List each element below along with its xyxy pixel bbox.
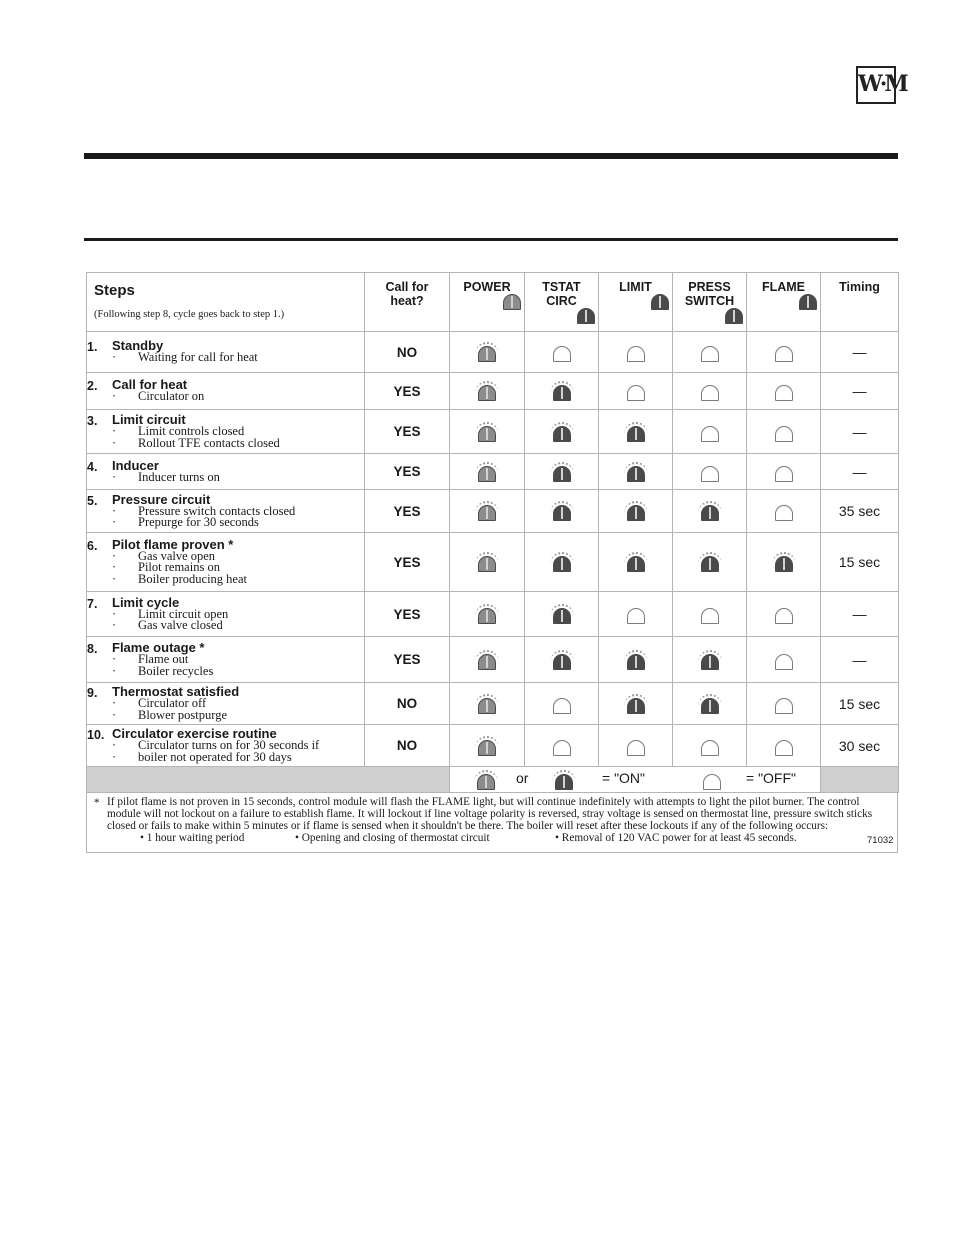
limit-on-lamp-icon [624,694,648,714]
call-for-heat-value: NO [365,332,450,373]
flame-status-cell [747,725,821,767]
press-status-cell [673,592,747,637]
step-body [112,414,280,449]
flame-on-lamp-icon [772,552,796,572]
limit-off-lamp-icon [624,381,648,401]
step-detail: · Circulator on [112,391,204,403]
figure-code: 71032 [867,835,894,847]
timing-value: — [821,637,899,683]
call-for-heat-value: NO [365,725,450,767]
limit-status-cell [599,410,673,454]
step-detail: · Prepurge for 30 seconds [112,517,295,529]
legend-on-lamp-icon [474,770,498,790]
tstat-status-cell [525,332,599,373]
timing-value: 15 sec [821,533,899,592]
tstat-on-lamp-icon [550,604,574,624]
limit-status-cell [599,490,673,533]
limit-on-lamp-icon [624,650,648,670]
tstat-status-cell [525,454,599,490]
step-detail: · Flame out [112,654,213,666]
step-number: 7. [87,596,98,611]
table-row [87,683,899,725]
step-detail: · Circulator turns on for 30 seconds if [112,740,319,752]
footnote-star: * [94,797,100,809]
power-status-cell [450,592,525,637]
power-status-cell [450,332,525,373]
header-rule-thin [84,238,898,241]
call-for-heat-value: YES [365,410,450,454]
press-status-cell [673,373,747,410]
press-status-cell [673,725,747,767]
header-call-line2: heat? [390,294,424,308]
call-for-heat-value: YES [365,592,450,637]
limit-status-cell [599,533,673,592]
power-on-lamp-icon [475,650,499,670]
step-body [112,491,296,529]
step-cell [87,533,365,592]
power-on-lamp-icon [475,552,499,572]
press-off-lamp-icon [698,342,722,362]
header-flame [747,273,821,332]
sequence-of-operation-table [86,272,899,793]
press-status-cell [673,454,747,490]
table-row [87,533,899,592]
flame-status-cell [747,533,821,592]
wm-logo [856,66,906,104]
steps-title: Steps [94,282,135,299]
power-on-lamp-icon [475,462,499,482]
table-row [87,332,899,373]
header-limit [599,273,673,332]
limit-status-cell [599,592,673,637]
power-on-lamp-icon [475,501,499,521]
step-detail: · Boiler producing heat [112,574,247,586]
call-for-heat-value: YES [365,637,450,683]
press-off-lamp-icon [698,422,722,442]
step-cell [87,725,365,767]
limit-on-lamp-icon [624,422,648,442]
footnote-text: If pilot flame is not proven in 15 seconds, control module will flash the FLAME light, but will continue indefinitely with attempts to light the pilot burner. The control module will not lockout on a failure to establish flame. It will lockout if line voltage polarity is reversed, stray voltage is sensed on thermostat line, pressure switch sticks closed or fails to make within 5 minutes or if flame is sensed when it shouldn't be there. The boiler will reset after these lockouts if any of the following occurs: [107,796,873,832]
call-for-heat-value: YES [365,454,450,490]
header-tstat-line1: TSTAT [542,280,581,294]
step-number: 3. [87,414,98,428]
step-name: Inducer [112,457,159,473]
tstat-on-lamp-icon [550,381,574,401]
limit-off-lamp-icon [624,342,648,362]
power-on-lamp-icon [475,736,499,756]
limit-status-cell [599,373,673,410]
limit-indicator-icon [648,290,672,310]
limit-off-lamp-icon [624,736,648,756]
tstat-status-cell [525,725,599,767]
legend-on-dark-lamp-icon [552,770,576,790]
limit-off-lamp-icon [624,604,648,624]
step-body [112,642,213,677]
header-power [450,273,525,332]
table-body [87,332,899,767]
step-body [112,379,204,403]
step-body [112,594,229,632]
header-rule-thick [84,153,898,159]
limit-on-lamp-icon [624,552,648,572]
flame-status-cell [747,373,821,410]
step-detail: · Gas valve open [112,551,247,563]
power-indicator-icon [500,290,524,310]
press-off-lamp-icon [698,381,722,401]
step-number: 5. [87,493,98,508]
power-on-lamp-icon [475,342,499,362]
step-body [112,536,247,586]
power-on-lamp-icon [475,694,499,714]
legend-row [87,767,899,793]
table-header-row [87,273,899,332]
step-name: Limit circuit [112,412,186,427]
power-status-cell [450,373,525,410]
flame-off-lamp-icon [772,694,796,714]
tstat-off-lamp-icon [550,342,574,362]
step-name: Call for heat [112,377,188,393]
step-detail: · Rollout TFE contacts closed [112,438,280,450]
press-on-lamp-icon [698,694,722,714]
flame-status-cell [747,683,821,725]
power-status-cell [450,683,525,725]
tstat-on-lamp-icon [550,650,574,670]
header-tstat-circ [525,273,599,332]
steps-note: (Following step 8, cycle goes back to step 1.) [94,309,285,320]
timing-value: — [821,454,899,490]
timing-value: — [821,410,899,454]
press-status-cell [673,533,747,592]
step-number: 9. [87,686,98,700]
step-detail: · Limit circuit open [112,609,228,621]
timing-value: 15 sec [821,683,899,725]
step-name: Flame outage * [112,640,205,655]
tstat-on-lamp-icon [550,462,574,482]
footnote-items [95,832,894,847]
header-timing-label: Timing [839,280,880,294]
flame-status-cell [747,637,821,683]
header-call-for-heat [365,273,450,332]
table-row [87,637,899,683]
legend-left-shade [87,767,450,793]
tstat-status-cell [525,683,599,725]
power-status-cell [450,725,525,767]
step-cell [87,373,365,410]
limit-status-cell [599,725,673,767]
power-status-cell [450,490,525,533]
step-cell [87,592,365,637]
flame-off-lamp-icon [772,501,796,521]
flame-status-cell [747,592,821,637]
call-for-heat-value: YES [365,533,450,592]
tstat-on-lamp-icon [550,552,574,572]
table-row [87,490,899,533]
step-detail: · Gas valve closed [112,620,228,632]
step-cell [87,410,365,454]
step-body [112,457,220,484]
power-status-cell [450,454,525,490]
header-call-line1: Call for [385,280,429,294]
tstat-status-cell [525,592,599,637]
limit-status-cell [599,683,673,725]
flame-off-lamp-icon [772,736,796,756]
step-detail: · Boiler recycles [112,666,213,678]
timing-value: — [821,592,899,637]
press-indicator-icon [722,304,746,324]
power-on-lamp-icon [475,604,499,624]
call-for-heat-value: NO [365,683,450,725]
flame-off-lamp-icon [772,462,796,482]
press-off-lamp-icon [698,736,722,756]
power-status-cell [450,637,525,683]
press-status-cell [673,490,747,533]
header-tstat-line2: CIRC [546,294,577,308]
footnote-item: • 1 hour waiting period [140,832,245,845]
legend-on-label: = "ON" [602,770,646,786]
legend-right-shade [821,767,899,793]
footnote [86,793,898,853]
step-cell [87,454,365,490]
step-name: Thermostat satisfied [112,684,240,699]
tstat-status-cell [525,373,599,410]
limit-on-lamp-icon [624,462,648,482]
press-on-lamp-icon [698,552,722,572]
step-cell [87,332,365,373]
limit-status-cell [599,332,673,373]
step-detail: · Inducer turns on [112,472,220,484]
call-for-heat-value: YES [365,490,450,533]
header-press-switch [673,273,747,332]
step-detail: · Circulator off [112,698,239,710]
flame-indicator-icon [796,290,820,310]
step-detail: · Pilot remains on [112,562,247,574]
tstat-on-lamp-icon [550,422,574,442]
power-status-cell [450,533,525,592]
step-name: Pressure circuit [112,491,211,507]
power-status-cell [450,410,525,454]
timing-value: — [821,373,899,410]
limit-status-cell [599,637,673,683]
tstat-status-cell [525,410,599,454]
header-limit-label: LIMIT [619,280,652,294]
step-name: Limit cycle [112,594,180,610]
step-detail: · Blower postpurge [112,710,239,722]
header-power-label: POWER [463,280,511,294]
step-number: 6. [87,538,98,553]
header-timing [821,273,899,332]
flame-off-lamp-icon [772,604,796,624]
legend-off-lamp-icon [700,770,724,790]
power-on-lamp-icon [475,422,499,442]
flame-off-lamp-icon [772,422,796,442]
step-body [112,728,319,763]
press-on-lamp-icon [698,650,722,670]
tstat-indicator-icon [574,304,598,324]
step-body [112,686,239,721]
step-cell [87,683,365,725]
step-number: 1. [87,340,98,355]
table-row [87,725,899,767]
timing-value: 30 sec [821,725,899,767]
press-status-cell [673,332,747,373]
press-off-lamp-icon [698,462,722,482]
step-cell [87,637,365,683]
step-number: 10. [87,728,105,742]
limit-on-lamp-icon [624,501,648,521]
tstat-off-lamp-icon [550,694,574,714]
sequence-table-container [86,272,898,853]
table-row [87,410,899,454]
press-status-cell [673,683,747,725]
call-for-heat-value: YES [365,373,450,410]
step-name: Circulator exercise routine [112,726,277,741]
timing-value: — [821,332,899,373]
tstat-status-cell [525,637,599,683]
timing-value: 35 sec [821,490,899,533]
flame-off-lamp-icon [772,381,796,401]
tstat-off-lamp-icon [550,736,574,756]
table-row [87,454,899,490]
flame-off-lamp-icon [772,650,796,670]
legend-cell [450,767,821,793]
step-number: 4. [87,459,98,474]
power-on-lamp-icon [475,381,499,401]
header-press-line1: PRESS [688,280,731,294]
flame-status-cell [747,454,821,490]
footnote-item: • Opening and closing of thermostat circuit [295,832,490,845]
press-off-lamp-icon [698,604,722,624]
footnote-item: • Removal of 120 VAC power for at least 45 seconds. [555,832,797,845]
legend-or: or [516,770,529,786]
logo-text: W·M [858,71,906,97]
step-detail: · Waiting for call for heat [112,352,258,364]
table-row [87,373,899,410]
legend-off-label: = "OFF" [746,770,796,786]
flame-status-cell [747,490,821,533]
tstat-status-cell [525,490,599,533]
step-name: Pilot flame proven * [112,536,234,552]
press-on-lamp-icon [698,501,722,521]
step-name: Standby [112,338,164,354]
step-number: 2. [87,379,98,394]
flame-status-cell [747,332,821,373]
step-detail: · Limit controls closed [112,426,280,438]
header-flame-label: FLAME [761,280,806,294]
header-steps [87,273,365,332]
flame-status-cell [747,410,821,454]
step-detail: · boiler not operated for 30 days [112,752,319,764]
step-cell [87,490,365,533]
step-body [112,340,258,364]
header-press-line2: SWITCH [684,294,735,308]
limit-status-cell [599,454,673,490]
step-number: 8. [87,642,98,656]
table-row [87,592,899,637]
press-status-cell [673,637,747,683]
flame-off-lamp-icon [772,342,796,362]
step-detail: · Pressure switch contacts closed [112,506,295,518]
tstat-on-lamp-icon [550,501,574,521]
tstat-status-cell [525,533,599,592]
press-status-cell [673,410,747,454]
